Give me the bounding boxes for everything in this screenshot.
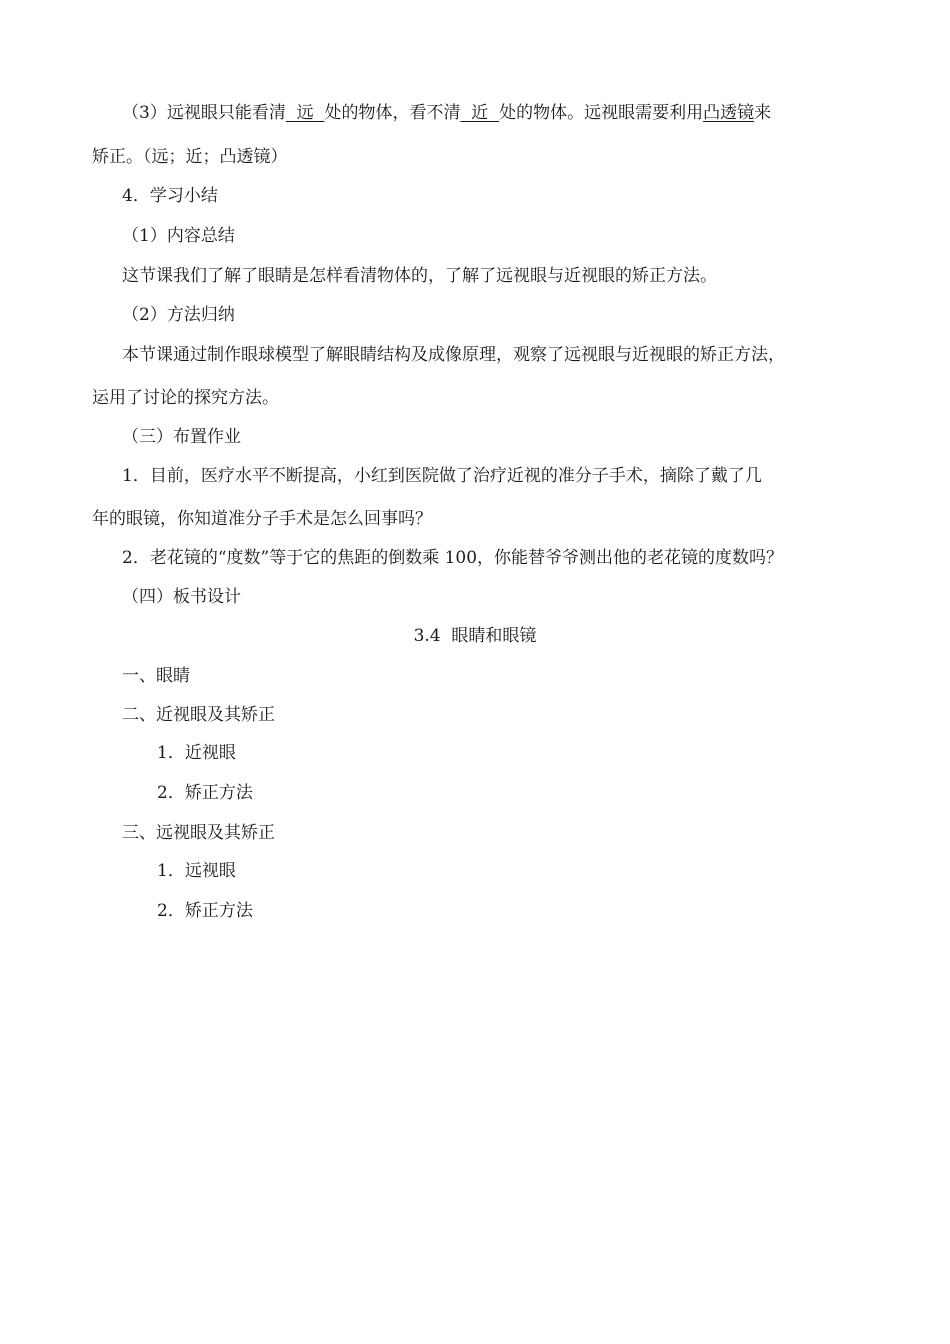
subheading-method-summary: （2）方法归纳 — [122, 305, 235, 325]
board-subitem-hyperopia-correction: 2．矫正方法 — [157, 901, 253, 921]
paragraph-method-summary-continued: 运用了讨论的探究方法。 — [92, 388, 279, 408]
section-heading-summary: 4．学习小结 — [122, 186, 218, 206]
homework-item-2: 2．老花镜的“度数”等于它的焦距的倒数乘 100，你能替爷爷测出他的老花镜的度数吗？ — [122, 548, 784, 568]
board-item-myopia: 二、近视眼及其矫正 — [122, 705, 275, 725]
text-segment: （3）远视眼只能看清 — [122, 103, 286, 123]
text-segment: 处的物体。远视眼需要利用 — [499, 103, 704, 123]
paragraph-hyperopia-continued: 矫正。（远；近；凸透镜） — [92, 147, 288, 167]
paragraph-hyperopia — [122, 101, 771, 125]
board-item-hyperopia: 三、远视眼及其矫正 — [122, 823, 275, 843]
section-heading-board-design: （四）板书设计 — [122, 587, 241, 607]
board-item-eye: 一、眼睛 — [122, 666, 190, 686]
section-heading-homework: （三）布置作业 — [122, 427, 241, 447]
subheading-content-summary: （1）内容总结 — [122, 226, 235, 246]
answer-blank-far: 远 — [285, 103, 325, 123]
homework-item-1: 1．目前，医疗水平不断提高，小红到医院做了治疗近视的准分子手术，摘除了戴了几 — [122, 466, 762, 486]
paragraph-method-summary: 本节课通过制作眼球模型了解眼睛结构及成像原理，观察了远视眼与近视眼的矫正方法， — [122, 345, 785, 365]
text-segment: 来 — [754, 103, 772, 123]
homework-item-1-continued: 年的眼镜，你知道准分子手术是怎么回事吗？ — [92, 509, 432, 529]
board-subitem-myopia-correction: 2．矫正方法 — [157, 783, 253, 803]
answer-blank-near: 近 — [460, 103, 500, 123]
board-subitem-myopia: 1．近视眼 — [157, 743, 236, 763]
answer-blank-convex-lens: 凸透镜 — [703, 103, 755, 123]
board-title: 3.4 眼睛和眼镜 — [413, 626, 537, 646]
board-subitem-hyperopia: 1．远视眼 — [157, 861, 236, 881]
text-segment: 处的物体，看不清 — [324, 103, 461, 123]
paragraph-content-summary: 这节课我们了解了眼睛是怎样看清物体的，了解了远视眼与近视眼的矫正方法。 — [122, 266, 717, 286]
